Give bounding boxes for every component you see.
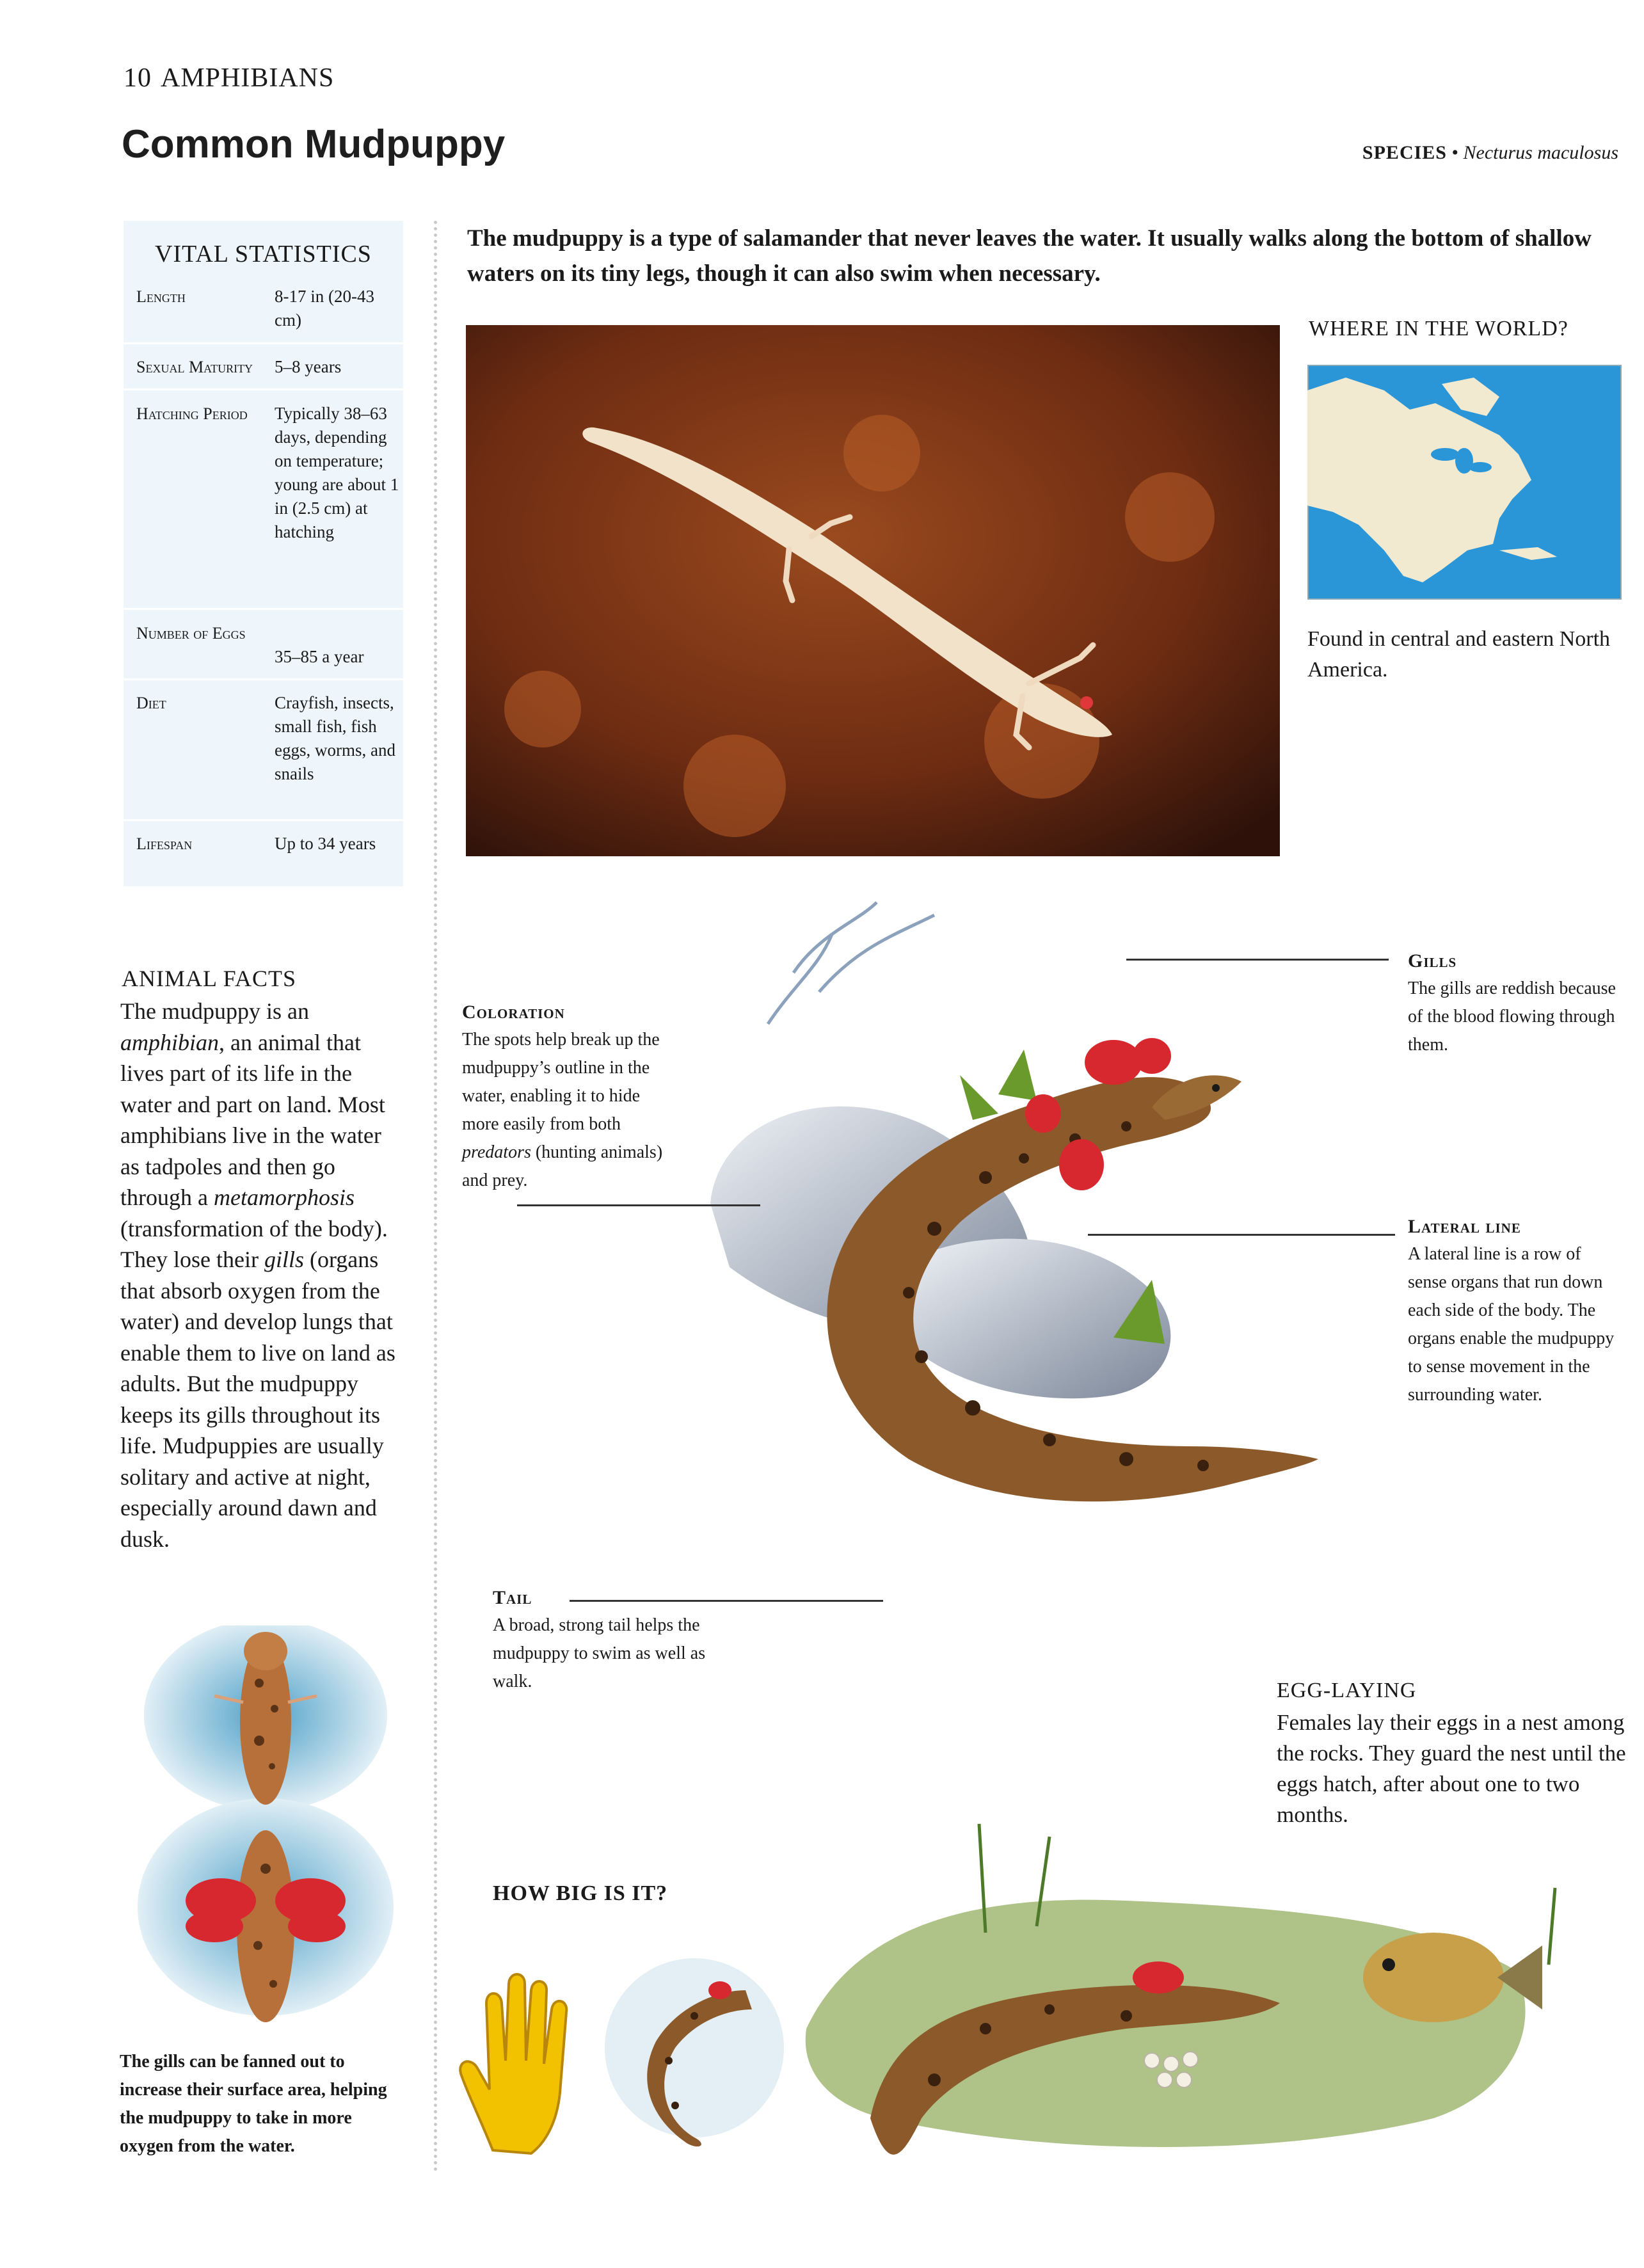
egg-laying-text: Females lay their eggs in a nest among the rocks. They guard the nest until the eggs hatch, after about one to two months. xyxy=(1277,1710,1626,1827)
text-run: , an animal that lives part of its life in the water and part on land. Most amphibians live in the water as tadpoles and then go through a xyxy=(120,1029,385,1210)
where-text: Found in central and eastern North America. xyxy=(1307,627,1611,682)
page-title: Common Mudpuppy xyxy=(122,122,506,166)
italic-term: gills xyxy=(264,1247,304,1272)
text-run: (hunting animals) and prey. xyxy=(462,1142,663,1190)
coloration-heading: Coloration xyxy=(462,1002,565,1023)
vital-statistics-box xyxy=(124,221,403,886)
species-label: SPECIES xyxy=(1362,142,1447,163)
stat-separator xyxy=(124,342,403,344)
stat-key: Hatching Period xyxy=(136,404,248,423)
stat-key: Sexual Maturity xyxy=(136,358,253,376)
hand-icon xyxy=(454,1965,595,2157)
gills-caption: The gills can be fanned out to increase their surface area, helping the mudpuppy to take in more oxygen from the water. xyxy=(120,2052,387,2156)
text-run: (transformation of the body). They lose their xyxy=(120,1215,388,1272)
text-run: (organs that absorb oxygen from the water) and develop lungs that enable them to live on land as adults. But the mudpuppy keeps its gills throughout its life. Mudpuppies are usually solitary and active at night, especially around dawn and dusk. xyxy=(120,1247,395,1552)
stat-value: Up to 34 years xyxy=(275,834,376,853)
stat-separator xyxy=(124,819,403,821)
coloration-leader xyxy=(517,1204,760,1206)
mudpuppy-size-illustration xyxy=(598,1952,784,2163)
stat-key: Length xyxy=(136,287,186,306)
stat-value: Typically 38–63 days, depending on temperature; young are about 1 in (2.5 cm) at hatching xyxy=(275,404,399,541)
stat-separator xyxy=(124,388,403,390)
animal-facts-body xyxy=(120,996,405,1554)
egg-laying-heading: EGG-LAYING xyxy=(1277,1679,1417,1702)
gills-leader xyxy=(1126,959,1389,961)
stat-value: 35–85 a year xyxy=(275,647,364,666)
gills-heading: Gills xyxy=(1408,950,1457,971)
lateral-line-heading: Lateral line xyxy=(1408,1216,1521,1237)
italic-term: metamorphosis xyxy=(213,1185,355,1210)
tail-text: A broad, strong tail helps the mudpuppy to swim as well as walk. xyxy=(493,1615,706,1691)
lateral-line-leader xyxy=(1088,1234,1395,1236)
coloration-text xyxy=(462,1026,680,1195)
species-name: Necturus maculosus xyxy=(1463,142,1618,163)
page-number: 10 xyxy=(124,63,152,93)
species-line xyxy=(1362,142,1618,164)
text-run: The mudpuppy is an xyxy=(120,998,309,1024)
animal-facts-heading: ANIMAL FACTS xyxy=(122,966,297,991)
tail-leader xyxy=(570,1600,883,1602)
mudpuppy-photo xyxy=(466,325,1280,856)
italic-term: predators xyxy=(462,1142,531,1162)
column-divider xyxy=(434,221,437,2173)
mudpuppy-illustration xyxy=(666,896,1369,1593)
gills-fanned-illustration xyxy=(138,1625,394,2035)
where-heading: WHERE IN THE WORLD? xyxy=(1309,317,1568,340)
stat-value: 5–8 years xyxy=(275,357,342,376)
vital-statistics-heading: VITAL STATISTICS xyxy=(155,241,372,268)
stat-separator xyxy=(124,608,403,610)
running-head xyxy=(124,63,334,93)
stat-value: Crayfish, insects, small fish, fish eggs, worms, and snails xyxy=(275,693,395,783)
tail-heading: Tail xyxy=(493,1587,532,1608)
italic-term: amphibian xyxy=(120,1029,219,1055)
intro-text: The mudpuppy is a type of salamander that never leaves the water. It usually walks along the bottom of shallow waters on its tiny legs, though it can also swim when necessary. xyxy=(467,225,1592,287)
egg-laying-illustration xyxy=(794,1760,1644,2208)
stat-key: Diet xyxy=(136,694,166,712)
lateral-line-text: A lateral line is a row of sense organs that run down each side of the body. The organs enable the mudpuppy to sense movement in the surrounding water. xyxy=(1408,1244,1615,1405)
stat-key: Lifespan xyxy=(136,835,193,853)
stat-separator xyxy=(124,678,403,680)
how-big-heading: HOW BIG IS IT? xyxy=(493,1881,668,1905)
gills-text: The gills are reddish because of the blood flowing through them. xyxy=(1408,978,1616,1055)
stat-value: 8-17 in (20-43 cm) xyxy=(275,287,374,330)
stat-key: Number of Eggs xyxy=(136,624,246,643)
species-bullet: • xyxy=(1451,142,1458,163)
text-run: The spots help break up the mudpuppy’s outline in the water, enabling it to hide more easily from both xyxy=(462,1030,660,1134)
range-map xyxy=(1307,365,1622,600)
section-name: AMPHIBIANS xyxy=(161,63,335,93)
